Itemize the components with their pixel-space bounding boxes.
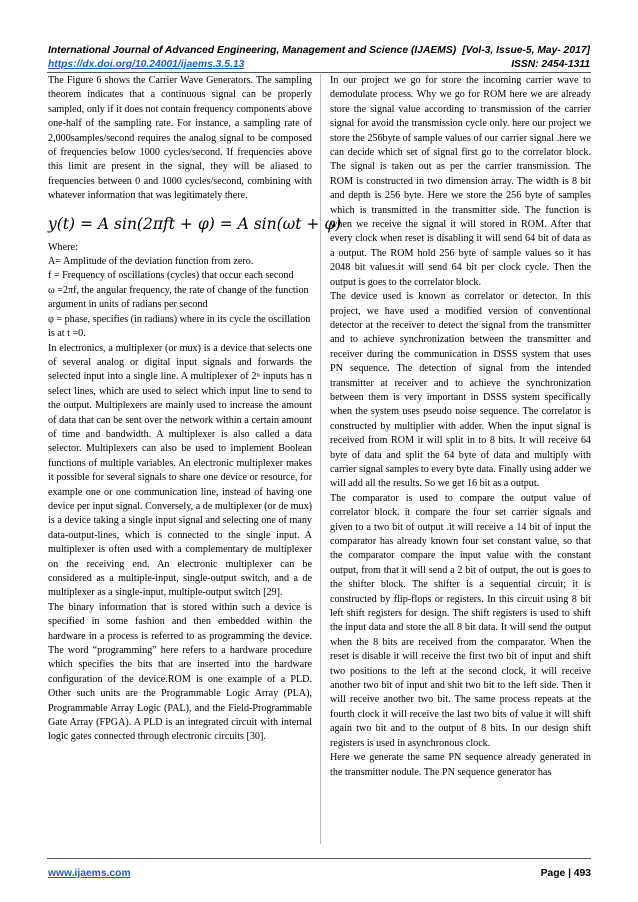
paragraph-programming: The binary information that is stored within such a device is specified in some fashion and then embedded within the hardware in a process is referred to as programming the device. The word “programming” here refers to a hardware procedure which specifies the bits that are inserted into the hardware configuration of the device.ROM is one example of a PLD. Other such units are the Programmable Logic Array (PLA), Programmable Array Logic (PAL), and the Field-Programmable Gate Array (FPGA). A PLD is an integrated circuit with internal logic gates connected through electronic circuits [30].: [48, 601, 312, 743]
paragraph-correlator: The device used is known as correlator or detector. In this project, we have used a modified version of conventional detector at the receiver to detect the signal from the transmitter and to achieve synchronization between the transmitter and receiver during the communication in DSSS system that uses PN sequence. The detection of signal from the intended transmitter at receiver and to achieve the synchronization between them is very important in DSSS system specifically when the system uses pseudo noise sequence. The correlator is constructed by multiplier with adder. When the input signal is received from ROM it will split in to 8 bits. It will receive 64 byte of data and split the 64 byte of data and multiply with carrier signal samples to every byte data. Finally using adder we will add all the results. So we get 16 bit as a output.: [330, 291, 591, 490]
paragraph-comparator: The comparator is used to compare the output value of correlator block. it compare the four set carrier signals and given to a two bit of output .it will receive a 14 bit of input the comparator has already known four set constant value, so that the comparator compare the input value with the constant output, from that it will send a 2 bit of output, the out is goes to the shifter block. The shifter is a sequential circuit; it is constructed by flip-flops or registers. In this circuit using 8 bit left shift registers for design. The shift registers is used to shift the input data and store the all 8 bit data. It will send the output when the 8 bits are received from the comparator. When the reset is disable it will receive the first two bit of input and shift two positions to the left at the second clock, it will receive another two bit of input and shit two bit to the left side. Then it will receive another two bit. The same process repeats at the fourth clock it will receive the last two bits of value it will shift again two bit and to the output of 8 bits. In our design shift registers is used in asynchronous clock.: [330, 492, 591, 749]
definition-angular-frequency: ω =2πf, the angular frequency, the rate of change of the function argument in units of radians per second: [48, 284, 309, 311]
column-divider: [320, 74, 321, 844]
definition-frequency: f = Frequency of oscillations (cycles) that occur each second: [48, 270, 294, 282]
paragraph-pn-sequence: Here we generate the same PN sequence already generated in the transmitter nodule. The PN sequence generator has: [330, 752, 591, 778]
definition-phase: φ = phase, specifies (in radians) where in its cycle the oscillation is at t =0.: [48, 313, 311, 340]
doi-link[interactable]: https://dx.doi.org/10.24001/ijaems.3.5.13: [48, 59, 245, 70]
paragraph-rom: In our project we go for store the incoming carrier wave to demodulate process. Why we go for ROM here we are already store the signal value according to transmission of the carrier signal for avoid the transmission cycle only. here our project we store the 256byte of sample values of our carrier signal .here we can decide which set of signal first go to the correlator block. The signal is taken out as per the carrier transmission. The ROM is constructed in two dimension array. The width is 8 bit and depth is 256 byte. Here we store the 256 byte of samples which is transmitted in the transmitter side. The function is when we receive the signal it will stored in ROM. After that every clock when reset is disabling it will send 64 bit of data as a output. The ROM hold 256 byte of sample values so it has 2048 bit values.it will send 64 bit per clock cycle. Then the output is goes to the correlator block.: [330, 75, 591, 288]
paragraph-sampling: The Figure 6 shows the Carrier Wave Generators. The sampling theorem indicates that a continuous signal can be properly sampled, only if it does not contain frequency components above one-half of the sampling rate. For instance, a sampling rate of 2,000samples/second requires the analog signal to be composed of frequencies below 1000 cycles/second. If frequencies above this limit are present in the signal, they will be aliased to frequencies between 0 and 1000 cycles/second, combining with whatever information that was legitimately there.: [48, 75, 312, 202]
definition-amplitude: A= Amplitude of the deviation function from zero.: [48, 256, 254, 268]
left-column: [48, 74, 342, 745]
footer-website-link[interactable]: www.ijaems.com: [48, 868, 131, 879]
footer-rule: [47, 858, 591, 859]
header-rule: [47, 72, 591, 73]
page-number: Page | 493: [540, 868, 591, 879]
journal-title: International Journal of Advanced Engineering, Management and Science (IJAEMS): [48, 45, 457, 56]
volume-issue: [Vol-3, Issue-5, May- 2017]: [462, 45, 590, 56]
where-label: Where:: [48, 241, 78, 253]
paragraph-multiplexer: In electronics, a multiplexer (or mux) is a device that selects one of several analog or digital input signals and forwards the selected input into a single line. A multiplexer of 2ⁿ inputs has n select lines, which are used to select which input line to send to the output. Multiplexers are mainly used to increase the amount of data that can be sent over the network within a certain amount of time and bandwidth. A multiplexer is also called a data selector. Multiplexers can also be used to implement Boolean functions of multiple variables. An electronic multiplexer makes it possible for several signals to share one device or resource, for example one or one communication line, instead of having one device per input signal. Conversely, a de multiplexer (or de mux) is a device taking a single input signal and selecting one of many data-output-lines, which is connected to the single input. A multiplexer is often used with a complementary de multiplexer on the receiving end. An electronic multiplexer can be considered as a multiple-input, single-output switch, and a de multiplexer as a single-input, multiple-output switch [29].: [48, 342, 312, 599]
journal-header: [48, 45, 590, 56]
issn: ISSN: 2454-1311: [511, 59, 590, 70]
right-column: [330, 74, 591, 780]
doi-header: [48, 59, 590, 70]
sine-equation: y(t) = A sin(2πft + φ) = A sin(ωt + φ): [48, 214, 342, 233]
